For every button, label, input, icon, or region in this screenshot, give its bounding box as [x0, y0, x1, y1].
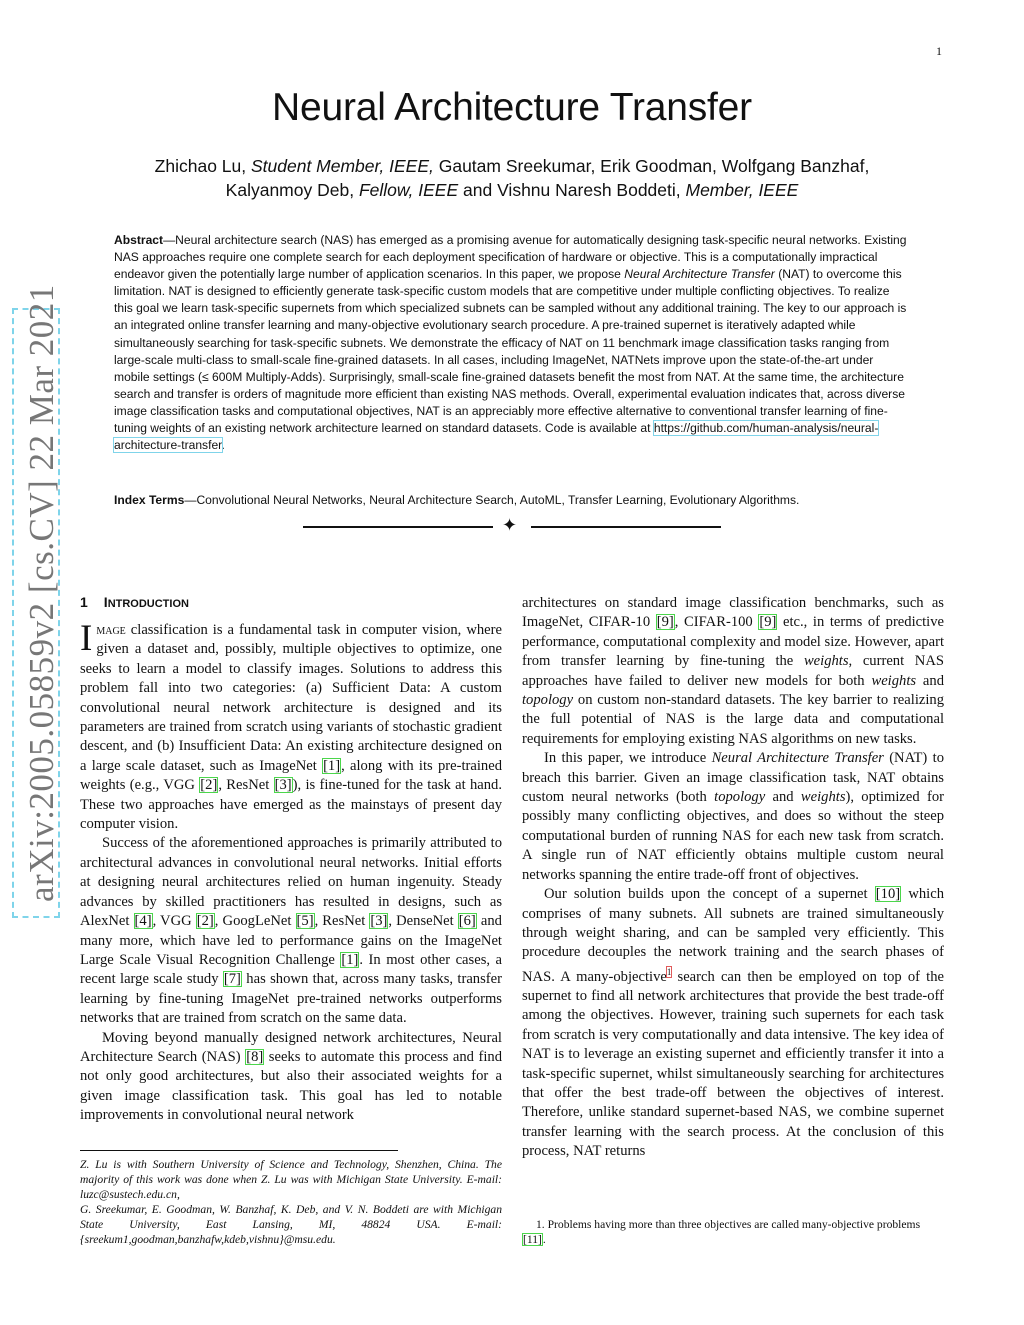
abstract-label: Abstract	[114, 233, 164, 247]
citation-link[interactable]: [1]	[341, 951, 359, 968]
emphasis-text: topology	[522, 692, 574, 709]
author-affiliation-note: G. Sreekumar, E. Goodman, W. Banzhaf, K. Deb, and V. N. Boddeti are with Michigan State University, East Lansing, MI, 48824 USA. E-mail: {sreekum1,goodman,banzhafw,kdeb,vishnu}@msu.edu.	[80, 1203, 502, 1246]
paragraph-text: search can then be employed on top of the supernet to find all network architectures that provide the best trade-off among the objectives. However, training such supernets for each task from scratch is very computationally and data intensive. The key idea of NAT is to leverage an existing supernet and efficiently transfer it into a task-specific supernet, whilst simultaneously searching for architectures that offer the best trade-off between the objectives of interest. Therefore, unlike standard supernet-based NAS, we combine supernet transfer learning with the search process. At the conclusion of this process, NAT returns	[522, 968, 945, 1160]
footnote-rule	[80, 1150, 398, 1151]
emphasis-text: weights	[800, 789, 846, 806]
paragraph-text: and	[916, 672, 944, 689]
footnote-body: 1. Problems having more than three objectives are called many-objective problems	[536, 1218, 921, 1231]
paragraph-text: , along with its pre-trained weights (e.g., VGG	[80, 757, 502, 794]
footnote-marker[interactable]: 1	[666, 966, 672, 977]
citation-link[interactable]: [7]	[223, 971, 241, 988]
divider-diamond-icon: ✦	[502, 515, 518, 535]
citation-link[interactable]: [1]	[323, 757, 341, 774]
section-heading	[80, 594, 189, 610]
paragraph-text: Success of the aforementioned approaches is primarily attributed to architectural advances in convolutional neural networks. Initial efforts at designing neural architectures relied on human ingenuity. Steady advances by skilled practitioners has resulted in designs, such as AlexNet	[80, 835, 502, 930]
divider-rule-left	[303, 526, 493, 528]
author-line-2	[110, 178, 914, 202]
paper-title: Neural Architecture Transfer	[272, 86, 752, 129]
emphasis-text: Neural Architecture Transfer	[711, 750, 884, 767]
paragraph-text: and	[765, 789, 801, 806]
left-column	[80, 618, 503, 1126]
section-title-initial: I	[103, 594, 108, 610]
paragraph-text: , ResNet	[314, 913, 370, 930]
paragraph-text: (NAT) to breach this barrier. Given an image classification task, NAT obtains custom neural networks (both	[522, 750, 944, 806]
arxiv-stamp[interactable]: arXiv:2005.05859v2 [cs.CV] 22 Mar 2021	[22, 284, 61, 902]
citation-link[interactable]: [9]	[759, 614, 777, 631]
author-list	[110, 154, 914, 202]
paragraph-text: , VGG	[152, 913, 196, 930]
paragraph-text: Our solution builds upon the concept of a supernet	[544, 886, 875, 903]
paragraph-text: In this paper, we introduce	[544, 750, 712, 767]
page-number: 1	[936, 44, 942, 58]
paragraph-text: seeks to automate this process and find not only good architectures, but also their associated weights for a given image classification task. This goal has led to notable improvements in convolutional neural network	[80, 1048, 503, 1124]
paragraph-text: , DenseNet	[388, 913, 458, 930]
paragraph	[80, 618, 502, 834]
paragraph-text: classification is a fundamental task in computer vision, where given a dataset and, possibly, multiple objectives to optimize, one seeks to learn a model to classify images. Solutions to address this problem fall into two categories: (a) Sufficient Data: A custom convolutional neural network architecture is designed and its parameters are trained from scratch using variants of stochastic gradient descent, and (b) Insufficient Data: An existing architecture designed on a large scale dataset, such as ImageNet	[80, 622, 502, 774]
index-terms	[114, 492, 910, 509]
paragraph-text: Moving beyond manually designed network architectures, Neural Architecture Search (NAS)	[80, 1029, 502, 1065]
emphasis-text: weights	[871, 672, 917, 689]
abstract-method-name: Neural Architecture Transfer	[624, 267, 775, 282]
abstract-end: .	[221, 438, 225, 453]
right-column	[522, 594, 944, 1162]
paragraph-text: , CIFAR-100	[674, 614, 759, 631]
footnote-1	[522, 1217, 944, 1247]
author-membership: Fellow, IEEE	[358, 180, 459, 200]
citation-link[interactable]: [9]	[656, 614, 674, 631]
abstract	[114, 232, 910, 454]
paragraph	[522, 885, 944, 1162]
citation-link[interactable]: [3]	[274, 777, 292, 794]
abstract-text: Neural architecture search (NAS) has emerged as a promising avenue for automatically designing task-specific neural networks. Existing NAS approaches require one complete search for each deployment specification of hardware or objective. This is a computationally impractical endeavor given the potentially large number of application scenarios. In this paper, we propose	[114, 233, 907, 282]
emphasis-text: weights	[803, 653, 849, 670]
paragraph	[80, 834, 502, 1028]
index-terms-label: Index Terms	[114, 493, 185, 507]
paragraph	[522, 749, 944, 885]
paragraph-text: etc., in terms of predictive performance, computational complexity and model size. However, apart from transfer learning by fine-tuning the	[522, 614, 944, 670]
paragraph-text: . In most other cases, a recent large scale study	[80, 951, 502, 988]
author-text: Zhichao Lu,	[154, 156, 251, 176]
author-membership: Member, IEEE	[685, 180, 799, 200]
footnote-text	[522, 1217, 944, 1247]
author-footnotes	[80, 1157, 502, 1247]
author-line-1	[110, 154, 914, 178]
index-terms-dash: —	[184, 493, 197, 507]
citation-link[interactable]: [5]	[296, 913, 314, 930]
code-link[interactable]: https://github.com/human-analysis/neural-architecture-transfer	[114, 421, 879, 453]
drop-cap: I	[80, 618, 93, 659]
author-text: Gautam Sreekumar, Erik Goodman, Wolfgang Banzhaf,	[433, 156, 870, 176]
paragraph	[522, 594, 944, 749]
abstract-dash: —	[163, 233, 176, 247]
citation-link[interactable]: [10]	[875, 886, 901, 903]
citation-link[interactable]: [4]	[134, 913, 152, 930]
paragraph-text: ), optimized for possibly many conflicting objectives, and does so without the steep computational burden of running NAS for each new task from scratch. A single run of NAT efficiently obtains multiple custom neural networks spanning the entire trade-off front of objectives.	[522, 789, 944, 883]
paragraph-text: , ResNet	[218, 777, 274, 794]
abstract-text: (NAT) to overcome this limitation. NAT is designed to efficiently generate task-specific custom models that are competitive under multiple conflicting objectives. To realize this goal we learn task-specific supernets from which specialized subnets can be sampled without any additional training. The key to our approach is an integrated online transfer learning and many-objective evolutionary search procedure. A pre-trained supernet is iteratively adapted while simultaneously searching for task-specific subnets. We demonstrate the efficacy of NAT on 11 benchmark image classification tasks ranging from large-scale multi-class to small-scale fine-grained datasets. In all cases, including ImageNet, NATNets improve upon the state-of-the-art under mobile settings (≤ 600M Multiply-Adds). Surprisingly, small-scale fine-grained datasets benefit the most from NAT. At the same time, the architecture search and transfer is orders of magnitude more efficient than existing NAS methods. Overall, experimental evaluation indicates that, across diverse image classification tasks and computational objectives, NAT is an appreciably more effective alternative to conventional transfer learning of fine-tuning weights of an existing network architecture learned on standard datasets. Code is available at	[114, 267, 907, 436]
paragraph-text: architectures on standard image classification benchmarks, such as ImageNet, CIFAR-10	[522, 595, 944, 631]
author-membership: Student Member, IEEE,	[250, 156, 434, 176]
paragraph-text: ), is fine-tuned for the task at hand. These two approaches have emerged as the mainstays of present day computer vision.	[80, 777, 502, 833]
paragraph-text: , GoogLeNet	[214, 913, 296, 930]
paragraph-text: on custom non-standard datasets. The key barrier to realizing the full potential of NAS is the large data and computational requirements for employing existing NAS algorithms on new tasks.	[522, 692, 944, 747]
author-text: Kalyanmoy Deb,	[225, 180, 359, 200]
citation-link[interactable]: [2]	[196, 913, 214, 930]
smallcaps-word: mage	[96, 622, 126, 638]
citation-link[interactable]: [6]	[458, 913, 476, 930]
section-number: 1	[80, 594, 88, 610]
citation-link[interactable]: [2]	[200, 777, 218, 794]
paragraph-text: and many more, which have led to performance gains on the ImageNet Large Scale Visual Recognition Challenge	[80, 913, 502, 968]
paragraph-text: , current NAS approaches have failed to deliver new models for both	[522, 653, 945, 689]
index-terms-text: Convolutional Neural Networks, Neural Architecture Search, AutoML, Transfer Learning, Evolutionary Algorithms.	[196, 493, 800, 507]
divider-rule-right	[531, 526, 721, 528]
citation-link[interactable]: [8]	[246, 1048, 264, 1065]
author-text: and Vishnu Naresh Boddeti,	[458, 180, 686, 200]
paragraph-text: has shown that, across many tasks, transfer learning by fine-tuning ImageNet pre-trained networks outperforms networks that are trained from scratch on the same data.	[80, 971, 502, 1027]
emphasis-text: topology	[714, 789, 766, 806]
section-title-rest: NTRODUCTION	[107, 598, 189, 610]
paragraph	[80, 1029, 502, 1126]
citation-link[interactable]: [3]	[370, 913, 388, 930]
citation-link[interactable]: [11]	[523, 1233, 542, 1246]
footnote-end: .	[542, 1233, 546, 1246]
paragraph-text: which comprises of many subnets. All subnets are trained simultaneously through weight sharing, and can be sampled very efficiently. This procedure decouples the network training and the search phases of NAS. A many-objective	[522, 886, 944, 985]
author-affiliation-note: Z. Lu is with Southern University of Science and Technology, Shenzhen, China. The majority of this work was done when Z. Lu was with Michigan State University. E-mail: luzc@sustech.edu.cn,	[80, 1158, 502, 1201]
